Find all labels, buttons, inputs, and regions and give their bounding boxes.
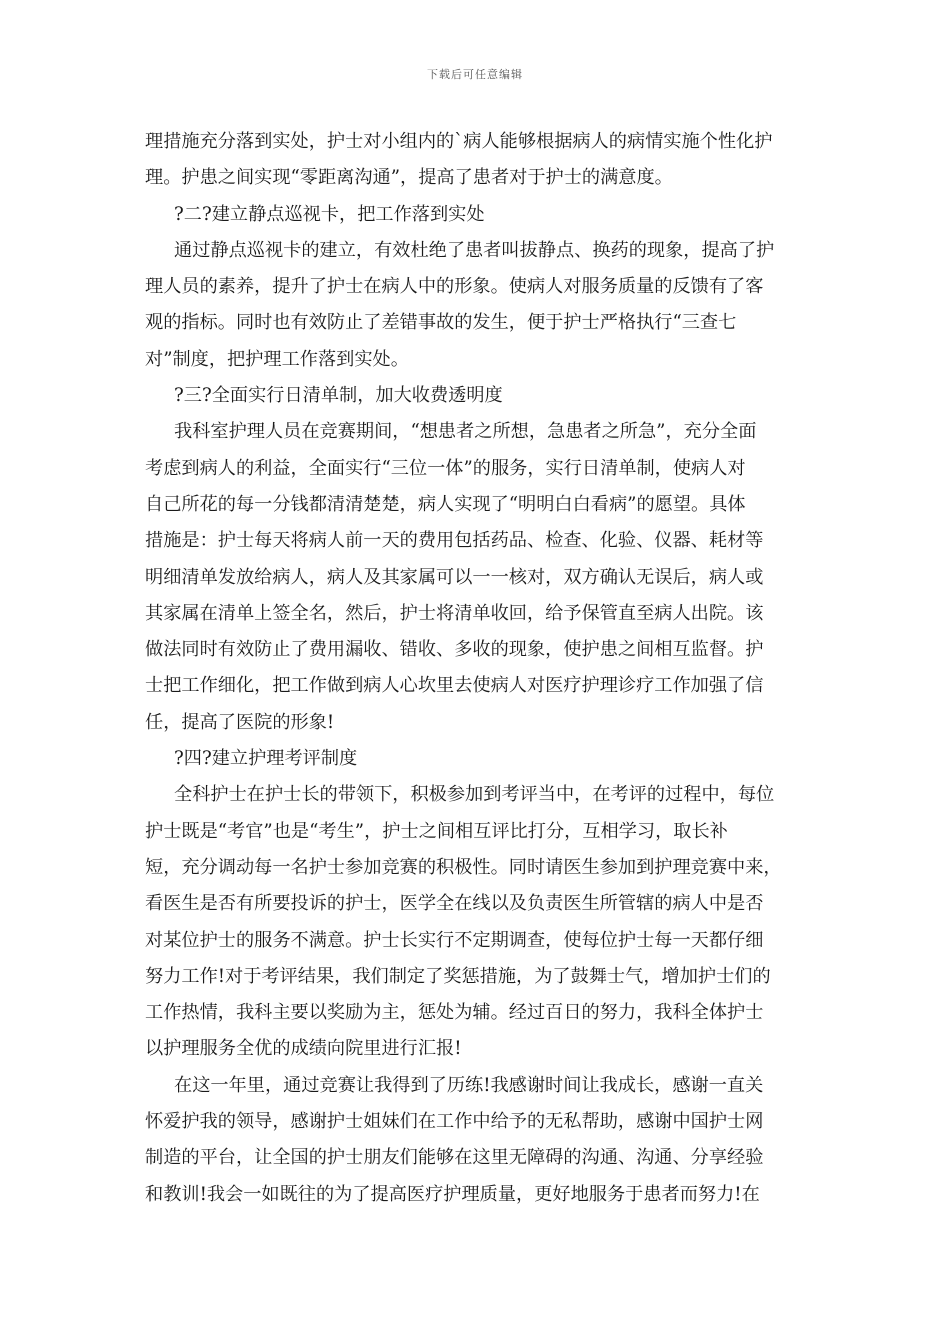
- text-line: 通过静点巡视卡的建立，有效杜绝了患者叫拔静点、换药的现象，提高了护: [174, 239, 775, 261]
- text-line: 观的指标。同时也有效防止了差错事故的发生，便于护士严格执行“三查七: [145, 312, 737, 334]
- text-line: 任，提高了医院的形象!: [145, 711, 335, 733]
- text-line: 努力工作!对于考评结果，我们制定了奖惩措施，为了鼓舞士气，增加护士们的: [145, 965, 771, 987]
- section-heading: ?三?全面实行日清单制，加大收费透明度: [174, 385, 503, 407]
- text-line: 以护理服务全优的成绩向院里进行汇报!: [145, 1038, 462, 1060]
- text-line: 制造的平台，让全国的护士朋友们能够在这里无障碍的沟通、沟通、分享经验: [145, 1147, 764, 1169]
- text-line: 在这一年里，通过竞赛让我得到了历练!我感谢时间让我成长，感谢一直关: [174, 1074, 764, 1096]
- section-heading: ?四?建立护理考评制度: [174, 748, 358, 770]
- text-line: 护士既是“考官”也是“考生”，护士之间相互评比打分，互相学习，取长补: [145, 820, 728, 842]
- text-line: 其家属在清单上签全名，然后，护士将清单收回，给予保管直至病人出院。该: [145, 602, 764, 624]
- text-line: 理措施充分落到实处，护士对小组内的`病人能够根据病人的病情实施个性化护: [145, 131, 773, 152]
- text-line: 措施是：护士每天将病人前一天的费用包括药品、检查、化验、仪器、耗材等: [145, 530, 764, 552]
- page-header: 下载后可任意编辑: [427, 68, 523, 81]
- text-line: 明细清单发放给病人，病人及其家属可以一一核对，双方确认无误后，病人或: [145, 566, 764, 588]
- text-line: 理。护患之间实现“零距离沟通”，提高了患者对于护士的满意度。: [145, 167, 673, 189]
- text-line: 工作热情，我科主要以奖励为主，惩处为辅。经过百日的努力，我科全体护士: [145, 1002, 764, 1024]
- section-heading: ?二?建立静点巡视卡，把工作落到实处: [174, 203, 485, 225]
- text-line: 考虑到病人的利益，全面实行“三位一体”的服务，实行日清单制，使病人对: [145, 457, 746, 479]
- text-line: 士把工作细化，把工作做到病人心坎里去使病人对医疗护理诊疗工作加强了信: [145, 675, 764, 697]
- text-line: 怀爱护我的领导，感谢护士姐妹们在工作中给予的无私帮助，感谢中国护士网: [145, 1111, 764, 1133]
- document-body: [145, 124, 811, 1213]
- text-line: 我科室护理人员在竞赛期间，“想患者之所想，急患者之所急”，充分全面: [174, 421, 757, 443]
- text-line: 对”制度，把护理工作落到实处。: [145, 348, 409, 370]
- text-line: 做法同时有效防止了费用漏收、错收、多收的现象，使护患之间相互监督。护: [145, 639, 764, 661]
- text-line: 理人员的素养，提升了护士在病人中的形象。使病人对服务质量的反馈有了客: [145, 276, 764, 298]
- text-line: 对某位护士的服务不满意。护士长实行不定期调查，使每位护士每一天都仔细: [145, 929, 764, 951]
- text-line: 短，充分调动每一名护士参加竞赛的积极性。同时请医生参加到护理竞赛中来，: [145, 856, 782, 878]
- text-line: 全科护士在护士长的带领下，积极参加到考评当中，在考评的过程中，每位: [174, 784, 775, 806]
- text-line: 看医生是否有所要投诉的护士，医学全在线以及负责医生所管辖的病人中是否: [145, 893, 764, 915]
- text-line: 自己所花的每一分钱都清清楚楚，病人实现了“明明白白看病”的愿望。具体: [145, 493, 746, 515]
- text-line: 和教训!我会一如既往的为了提高医疗护理质量，更好地服务于患者而努力!在: [145, 1183, 760, 1205]
